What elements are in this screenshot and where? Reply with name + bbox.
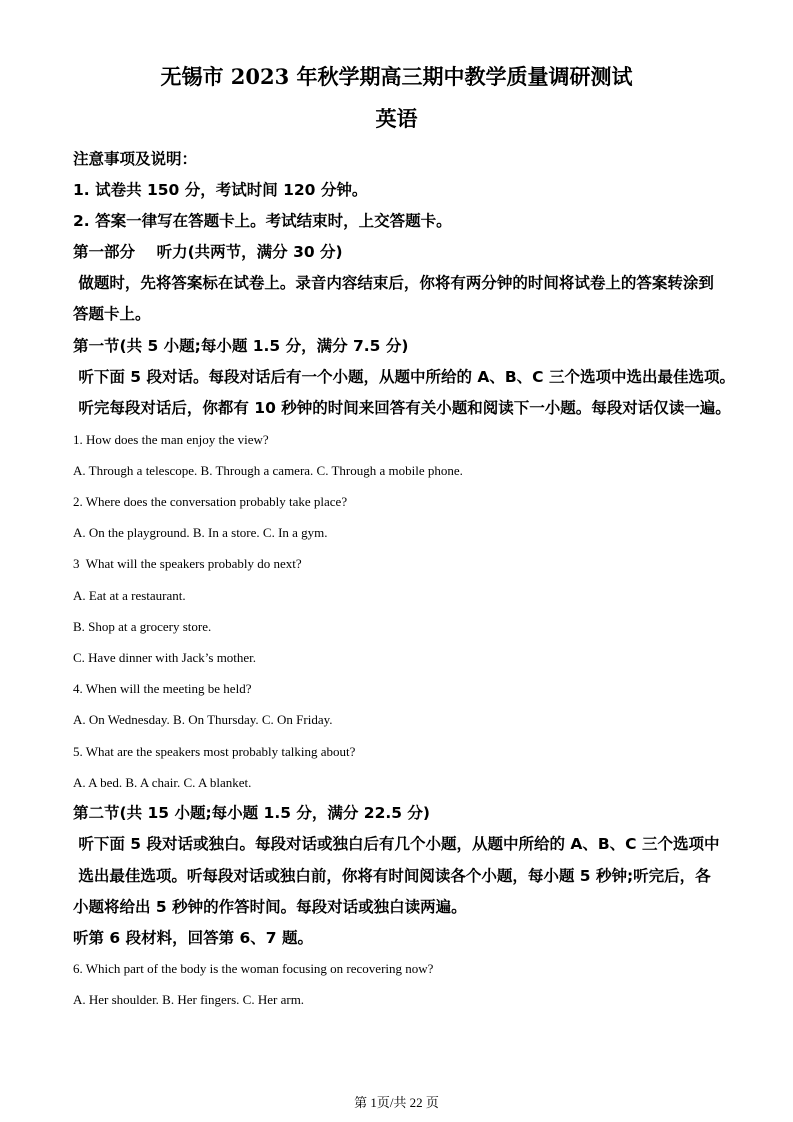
section2-instruction-line-2: 选出最佳选项。听每段对话或独白前，你将有时间阅读各个小题，每小题 5 秒钟;听完后，各 — [73, 867, 711, 885]
question-3: 3 What will the speakers probably do next? — [73, 556, 302, 571]
question-1-options: A. Through a telescope. B. Through a camera. C. Through a mobile phone. — [73, 463, 463, 478]
question-1: 1. How does the man enjoy the view? — [73, 432, 269, 447]
page-number: 第 1页/共 22 页 — [354, 1095, 439, 1110]
subject-title: 英语 — [375, 106, 418, 131]
section2-instruction-line-1: 听下面 5 段对话或独白。每段对话或独白后有几个小题，从题中所给的 A、B、C 三个选项中 — [73, 835, 720, 853]
document-title: 无锡市 2023 年秋学期高三期中教学质量调研测试 — [160, 64, 633, 89]
question-4-options: A. On Wednesday. B. On Thursday. C. On Friday. — [73, 712, 333, 727]
part1-instruction-line-1: 做题时，先将答案标在试卷上。录音内容结束后，你将有两分钟的时间将试卷上的答案转涂到 — [73, 274, 714, 292]
question-3-option-a: A. Eat at a restaurant. — [73, 588, 186, 603]
part1-heading: 第一部分 听力(共两节，满分 30 分) — [73, 243, 343, 261]
question-6-options: A. Her shoulder. B. Her fingers. C. Her arm. — [73, 992, 305, 1007]
section2-instruction-line-3: 小题将给出 5 秒钟的作答时间。每段对话或独白读两遍。 — [73, 898, 467, 916]
section1-instruction-line-1: 听下面 5 段对话。每段对话后有一个小题，从题中所给的 A、B、C 三个选项中选出最佳选项。 — [73, 368, 735, 386]
section1-heading: 第一节(共 5 小题;每小题 1.5 分，满分 7.5 分) — [73, 337, 409, 355]
question-5: 5. What are the speakers most probably talking about? — [73, 744, 356, 759]
note-item-2: 2. 答案一律写在答题卡上。考试结束时，上交答题卡。 — [73, 212, 452, 230]
notes-heading: 注意事项及说明： — [73, 150, 198, 168]
question-3-option-c: C. Have dinner with Jack’s mother. — [73, 650, 257, 665]
question-5-options: A. A bed. B. A chair. C. A blanket. — [73, 775, 252, 790]
question-3-option-b: B. Shop at a grocery store. — [73, 619, 212, 634]
note-item-1: 1. 试卷共 150 分，考试时间 120 分钟。 — [73, 181, 368, 199]
section1-instruction-line-2: 听完每段对话后，你都有 10 秒钟的时间来回答有关小题和阅读下一小题。每段对话仅读一遍。 — [73, 399, 731, 417]
question-4: 4. When will the meeting be held? — [73, 681, 252, 696]
question-2: 2. Where does the conversation probably take place? — [73, 494, 348, 509]
question-6: 6. Which part of the body is the woman focusing on recovering now? — [73, 961, 434, 976]
part1-instruction-line-2: 答题卡上。 — [73, 305, 151, 323]
material-6-heading: 听第 6 段材料，回答第 6、7 题。 — [73, 929, 313, 947]
section2-heading: 第二节(共 15 小题;每小题 1.5 分，满分 22.5 分) — [73, 804, 431, 822]
question-2-options: A. On the playground. B. In a store. C. In a gym. — [73, 525, 328, 540]
